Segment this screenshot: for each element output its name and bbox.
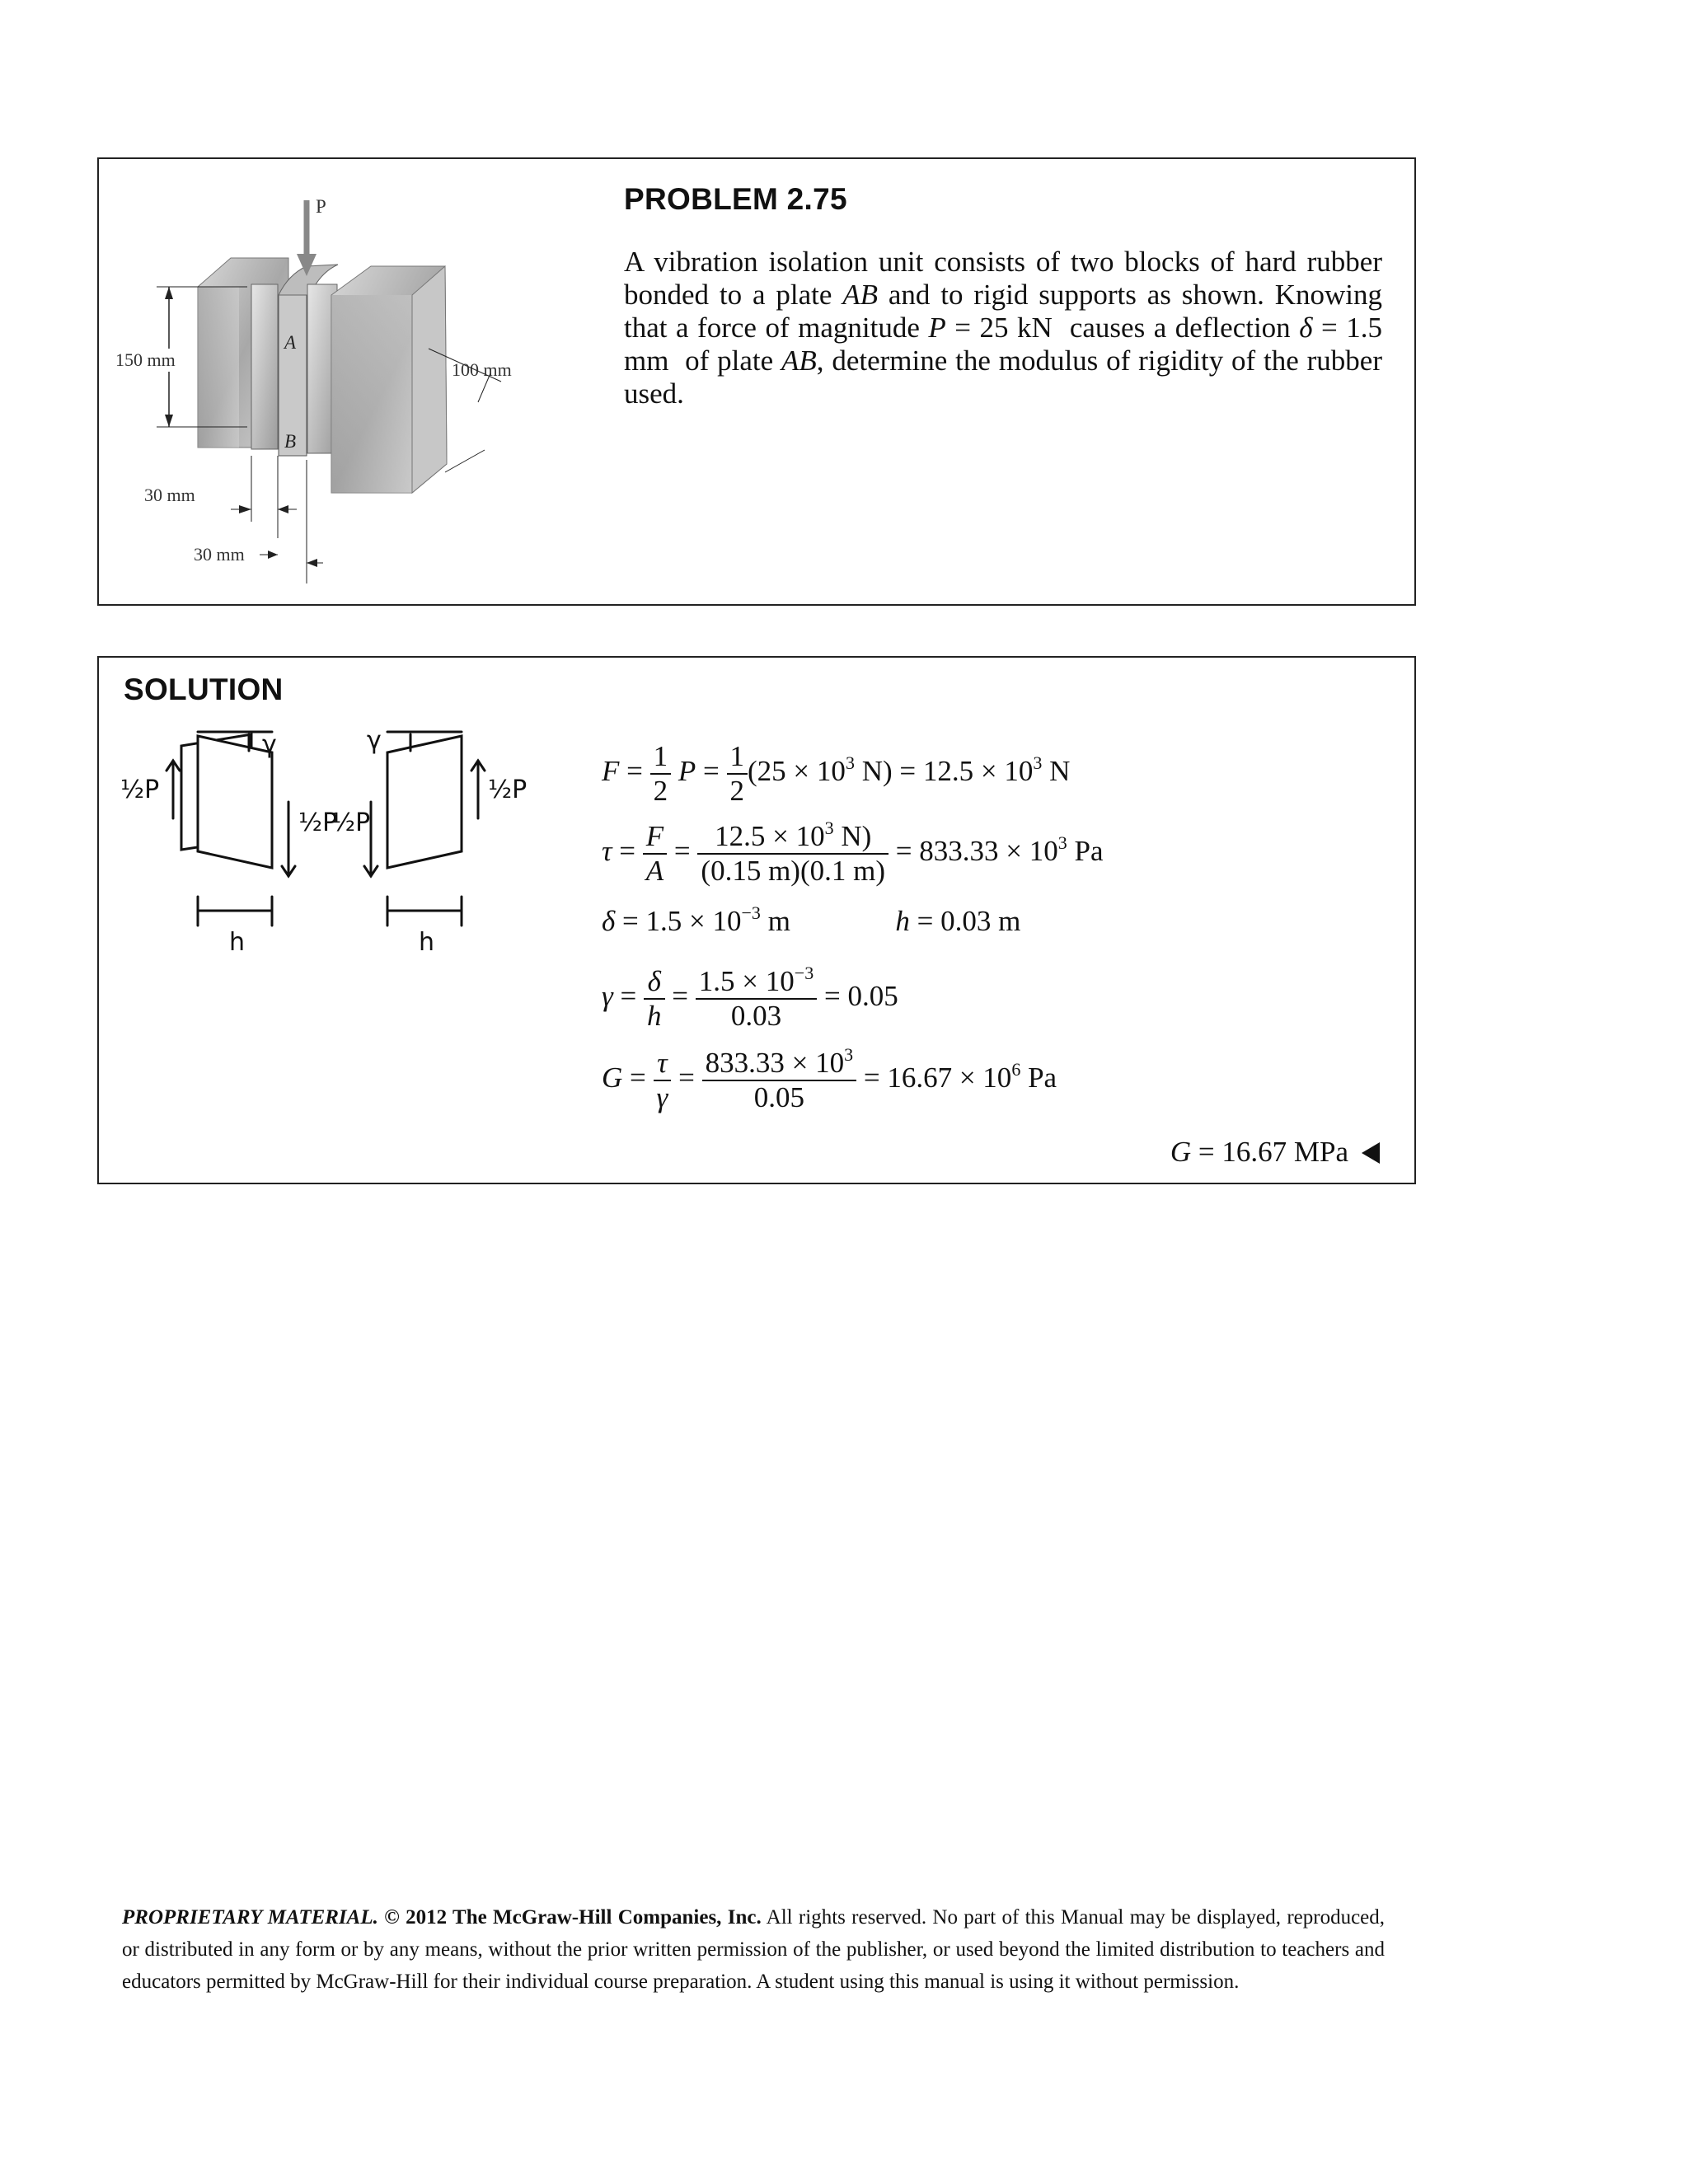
solution-box: [97, 656, 1416, 1184]
equation-modulus: G = $\frac{\tau}{\gamma}$ = $\frac{833.33 \times 10^3}{0.05}$ = $16.67 \times 10^6$ Pa: [602, 1044, 1057, 1113]
equation-force: F = $\frac{1}{2}$ P = $\frac{1}{2}$ ($25 \times 10^3$ $N) = 12.5 \times 10^3$ N: [602, 740, 1071, 807]
problem-statement: A vibration isolation unit consists of two blocks of hard rubber bonded to a plate AB and to rigid supports as shown. Knowing that a force of magnitude P = 25 kN causes a deflection δ = 1.5 mm of plate AB, determine the modulus of rigidity of the rubber used.: [624, 246, 1390, 410]
solution-title: SOLUTION: [124, 673, 284, 706]
h-right-label: h: [419, 928, 435, 957]
dim-depth-label: 100 mm: [452, 359, 512, 380]
equation-shear-stress: τ = $\frac{F}{A}$ = $\frac{12.5 \times 10^3 N)}{(0.15 m)(0.1 m)}$ = $833.33 \times 10^3$ Pa: [602, 818, 1104, 887]
point-b-label: B: [284, 431, 297, 452]
equation-shear-strain: γ = $\frac{\delta}{h}$ = $\frac{1.5 \times 10^{-3}}{0.03}$ = 0.05: [602, 963, 898, 1032]
copyright-footer: PROPRIETARY MATERIAL. © 2012 The McGraw-Hill Companies, Inc. All rights reserved. No part of this Manual may be displayed, reproduced, or distributed in any form or by any means, without the prior written permission of the publisher, or used beyond the limited distribution to teachers and educators permitted by McGraw-Hill for their individual course preparation. A student using this manual is using it without permission.: [122, 1906, 1386, 1993]
problem-title: PROBLEM 2.75: [624, 182, 847, 216]
shear-sketch: [115, 728, 610, 983]
point-a-label: A: [284, 332, 297, 353]
left-side-force-label: ½P: [298, 808, 338, 837]
dim-plate-label: 30 mm: [194, 544, 245, 565]
right-top-force-label: ½P: [488, 776, 528, 804]
equation-deflection: $\delta = 1.5 \times 10^{-3}$ m h = 0.03 m: [602, 902, 1021, 937]
gamma-right-label: γ: [367, 728, 382, 755]
final-answer: G = 16.67 MPa: [1170, 1136, 1380, 1169]
rubber-block-figure: [115, 176, 610, 596]
right-side-force-label: ½P: [331, 808, 371, 837]
load-label: P: [316, 196, 326, 217]
left-top-force-label: ½P: [120, 776, 160, 804]
answer-marker-icon: [1362, 1142, 1380, 1164]
gamma-left-label: γ: [262, 730, 277, 759]
problem-box: [97, 157, 1416, 606]
h-left-label: h: [229, 928, 246, 957]
dim-height-label: 150 mm: [115, 349, 176, 370]
dim-rubber-label: 30 mm: [144, 485, 195, 505]
